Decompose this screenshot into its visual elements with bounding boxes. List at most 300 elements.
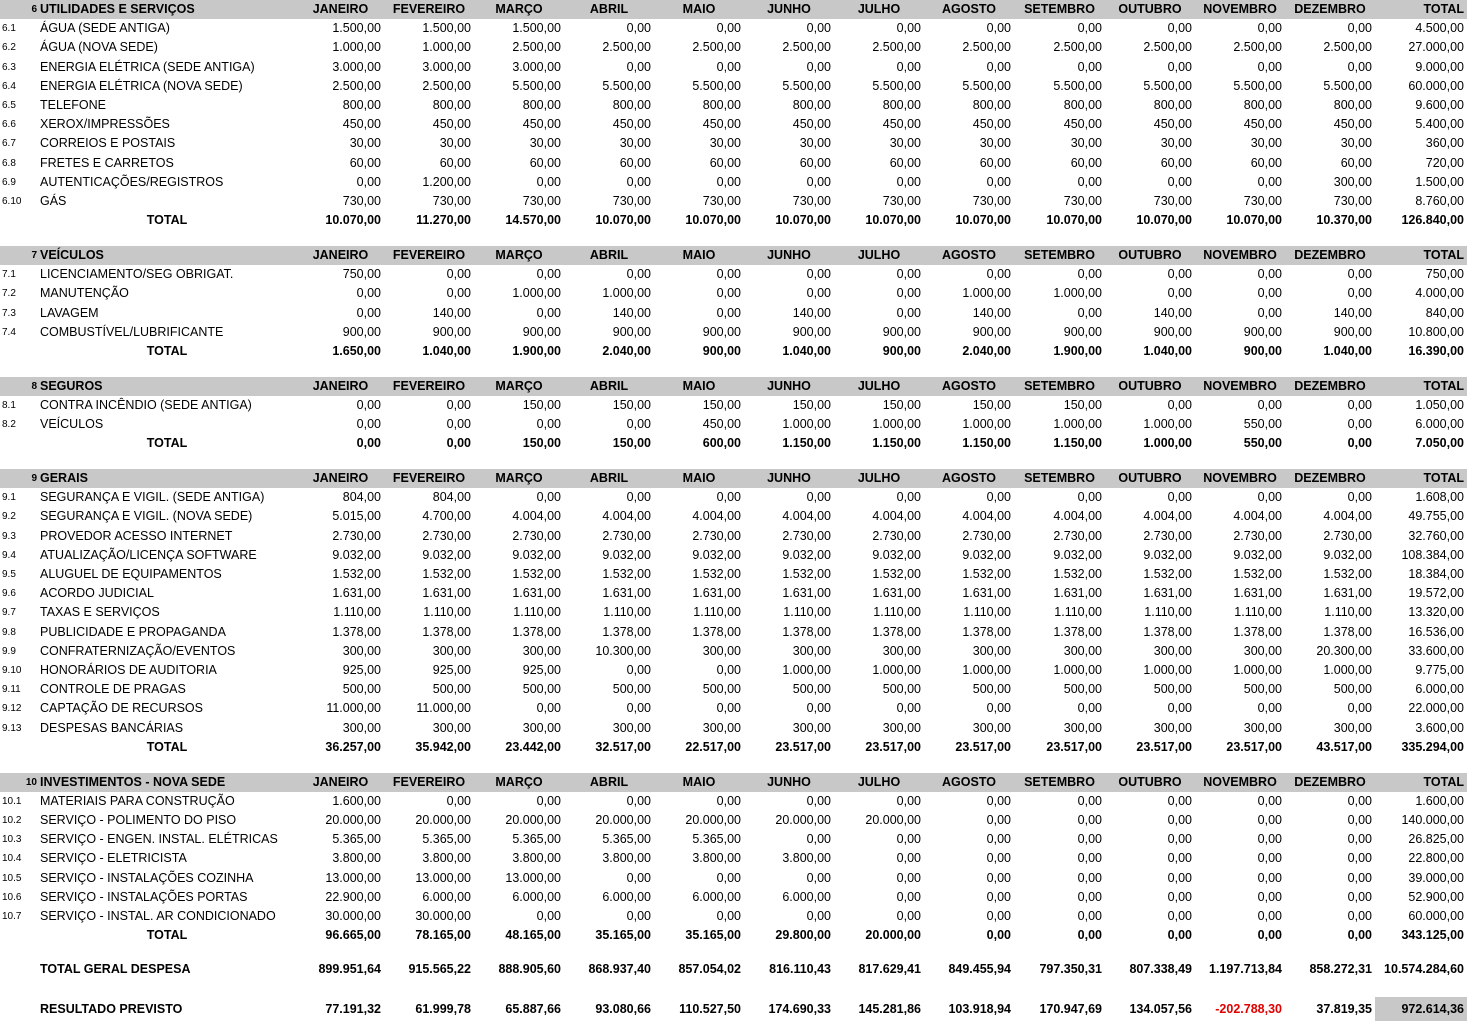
value-cell: 5.500,00 xyxy=(1233,78,1282,93)
value-cell: 1.532,00 xyxy=(1233,566,1282,581)
value-cell: 0,00 xyxy=(986,21,1011,36)
total-value: 1.150,00 xyxy=(872,436,921,451)
value-cell: 1.532,00 xyxy=(782,566,831,581)
value-cell: 1.000,00 xyxy=(422,40,471,55)
value-cell: 0,00 xyxy=(1347,870,1372,885)
month-header: JULHO xyxy=(834,773,924,792)
value-cell: 450,00 xyxy=(522,117,561,132)
value-cell: 900,00 xyxy=(1153,324,1192,339)
month-header: NOVEMBRO xyxy=(1195,0,1285,19)
table-row xyxy=(0,642,1467,661)
spacer-cell xyxy=(0,453,1467,469)
month-header: SETEMBRO xyxy=(1014,377,1105,396)
total-value: 1.150,00 xyxy=(962,436,1011,451)
total-geral-label: TOTAL GERAL DESPESA xyxy=(40,962,191,977)
value-cell: 30,00 xyxy=(1340,136,1372,151)
value-cell: 0,00 xyxy=(986,490,1011,505)
section-code: 7 xyxy=(0,246,40,265)
value-cell: 30.000,00 xyxy=(415,908,471,923)
total-value: 1.900,00 xyxy=(512,343,561,358)
value-cell: 2.730,00 xyxy=(1233,528,1282,543)
value-cell: 900,00 xyxy=(1243,324,1282,339)
table-row xyxy=(0,699,1467,718)
total-value: 23.517,00 xyxy=(955,739,1011,754)
item-description: DESPESAS BANCÁRIAS xyxy=(40,720,184,735)
value-cell: 0,00 xyxy=(1257,889,1282,904)
value-cell: 4.004,00 xyxy=(512,509,561,524)
value-cell: 5.365,00 xyxy=(692,832,741,847)
total-value: 10.070,00 xyxy=(1046,213,1102,228)
section-title: GERAIS xyxy=(40,469,297,488)
value-cell: 730,00 xyxy=(342,194,381,209)
table-row xyxy=(0,19,1467,38)
value-cell: 20.000,00 xyxy=(415,812,471,827)
value-cell: 1.500,00 xyxy=(332,21,381,36)
item-code: 9.8 xyxy=(2,626,16,638)
total-value: 335.294,00 xyxy=(1401,739,1464,754)
resultado-value: 110.527,50 xyxy=(679,1001,741,1016)
value-cell: 9.600,00 xyxy=(1415,98,1464,113)
table-row xyxy=(0,811,1467,830)
value-cell: 0,00 xyxy=(986,793,1011,808)
value-cell: 1.500,00 xyxy=(512,21,561,36)
total-value: 10.070,00 xyxy=(685,213,741,228)
item-code: 8.2 xyxy=(2,419,16,431)
item-description: TAXAS E SERVIÇOS xyxy=(40,605,160,620)
value-cell: 0,00 xyxy=(356,417,381,432)
month-header: ABRIL xyxy=(564,246,654,265)
section-total-row xyxy=(0,738,1467,757)
value-cell: 108.384,00 xyxy=(1401,547,1464,562)
value-cell: 804,00 xyxy=(432,490,471,505)
item-description: MATERIAIS PARA CONSTRUÇÃO xyxy=(40,793,235,808)
spacer-row xyxy=(0,361,1467,377)
month-header: FEVEREIRO xyxy=(384,0,474,19)
item-description: ATUALIZAÇÃO/LICENÇA SOFTWARE xyxy=(40,547,257,562)
total-value: 23.517,00 xyxy=(1046,739,1102,754)
month-header: MARÇO xyxy=(474,469,564,488)
value-cell: 4.700,00 xyxy=(422,509,471,524)
value-cell: 13.000,00 xyxy=(505,870,561,885)
table-row xyxy=(0,265,1467,284)
table-row xyxy=(0,565,1467,584)
total-geral-row xyxy=(0,957,1467,981)
month-header: NOVEMBRO xyxy=(1195,469,1285,488)
value-cell: 300,00 xyxy=(342,720,381,735)
value-cell: 0,00 xyxy=(1257,832,1282,847)
month-header: DEZEMBRO xyxy=(1285,377,1375,396)
value-cell: 450,00 xyxy=(612,117,651,132)
value-cell: 150,00 xyxy=(1063,397,1102,412)
total-value: 0,00 xyxy=(1167,928,1192,943)
value-cell: 1.631,00 xyxy=(782,586,831,601)
value-cell: 1.110,00 xyxy=(783,605,831,620)
table-row xyxy=(0,173,1467,192)
month-header: MAIO xyxy=(654,469,744,488)
section-title: SEGUROS xyxy=(40,377,297,396)
value-cell: 800,00 xyxy=(792,98,831,113)
value-cell: 0,00 xyxy=(1167,701,1192,716)
spacer-row xyxy=(0,945,1467,957)
item-description: CAPTAÇÃO DE RECURSOS xyxy=(40,701,203,716)
value-cell: 13.000,00 xyxy=(415,870,471,885)
value-cell: 900,00 xyxy=(522,324,561,339)
value-cell: 0,00 xyxy=(1347,397,1372,412)
value-cell: 5.015,00 xyxy=(332,509,381,524)
table-row xyxy=(0,507,1467,526)
table-row xyxy=(0,907,1467,926)
value-cell: 0,00 xyxy=(806,21,831,36)
value-cell: 6.000,00 xyxy=(782,889,831,904)
item-description: CONTRA INCÊNDIO (SEDE ANTIGA) xyxy=(40,397,252,412)
value-cell: 1.532,00 xyxy=(1053,566,1102,581)
value-cell: 800,00 xyxy=(1243,98,1282,113)
value-cell: 0,00 xyxy=(986,267,1011,282)
value-cell: 150,00 xyxy=(972,397,1011,412)
month-header: TOTAL xyxy=(1375,0,1467,19)
value-cell: 0,00 xyxy=(806,490,831,505)
total-value: 96.665,00 xyxy=(325,928,381,943)
item-code: 10.4 xyxy=(2,853,22,865)
value-cell: 900,00 xyxy=(702,324,741,339)
month-header: JANEIRO xyxy=(297,246,384,265)
value-cell: 800,00 xyxy=(522,98,561,113)
month-header: TOTAL xyxy=(1375,469,1467,488)
total-geral-value: 807.338,49 xyxy=(1129,962,1192,977)
item-description: TELEFONE xyxy=(40,98,106,113)
value-cell: 500,00 xyxy=(522,682,561,697)
empty-cell xyxy=(0,211,40,230)
value-cell: 9.032,00 xyxy=(1233,547,1282,562)
value-cell: 730,00 xyxy=(792,194,831,209)
value-cell: 1.110,00 xyxy=(423,605,471,620)
value-cell: 60,00 xyxy=(979,155,1011,170)
total-value: 1.650,00 xyxy=(332,343,381,358)
value-cell: 6.000,00 xyxy=(422,889,471,904)
value-cell: 0,00 xyxy=(896,793,921,808)
total-value: 2.040,00 xyxy=(962,343,1011,358)
month-header: MAIO xyxy=(654,0,744,19)
value-cell: 0,00 xyxy=(1257,59,1282,74)
value-cell: 1.000,00 xyxy=(962,286,1011,301)
value-cell: 3.800,00 xyxy=(422,851,471,866)
item-description: ACORDO JUDICIAL xyxy=(40,586,154,601)
value-cell: 0,00 xyxy=(1167,889,1192,904)
value-cell: 300,00 xyxy=(1243,720,1282,735)
value-cell: 9.032,00 xyxy=(1143,547,1192,562)
resultado-label: RESULTADO PREVISTO xyxy=(40,1001,183,1016)
value-cell: 0,00 xyxy=(1077,21,1102,36)
value-cell: 4.004,00 xyxy=(602,509,651,524)
value-cell: 5.500,00 xyxy=(962,78,1011,93)
value-cell: 0,00 xyxy=(896,908,921,923)
value-cell: 0,00 xyxy=(806,267,831,282)
value-cell: 730,00 xyxy=(1333,194,1372,209)
total-value: 1.040,00 xyxy=(1143,343,1192,358)
value-cell: 0,00 xyxy=(986,851,1011,866)
value-cell: 60.000,00 xyxy=(1408,908,1464,923)
item-code: 7.4 xyxy=(2,326,16,338)
value-cell: 0,00 xyxy=(716,286,741,301)
total-geral-value: 10.574.284,60 xyxy=(1384,962,1464,977)
value-cell: 3.800,00 xyxy=(602,851,651,866)
value-cell: 0,00 xyxy=(986,889,1011,904)
value-cell: 2.500,00 xyxy=(422,78,471,93)
value-cell: 30,00 xyxy=(529,136,561,151)
month-header: SETEMBRO xyxy=(1014,773,1105,792)
value-cell: 1.608,00 xyxy=(1415,490,1464,505)
value-cell: 0,00 xyxy=(1167,908,1192,923)
value-cell: 9.032,00 xyxy=(332,547,381,562)
month-header: JANEIRO xyxy=(297,0,384,19)
total-value: 343.125,00 xyxy=(1401,928,1464,943)
value-cell: 30,00 xyxy=(1160,136,1192,151)
item-code: 10.6 xyxy=(2,891,22,903)
value-cell: 0,00 xyxy=(1257,812,1282,827)
value-cell: 5.500,00 xyxy=(1323,78,1372,93)
item-code: 9.10 xyxy=(2,665,22,676)
value-cell: 3.800,00 xyxy=(692,851,741,866)
month-header: ABRIL xyxy=(564,469,654,488)
spacer-row xyxy=(0,230,1467,246)
value-cell: 1.532,00 xyxy=(1143,566,1192,581)
value-cell: 1.631,00 xyxy=(1323,586,1372,601)
value-cell: 0,00 xyxy=(536,417,561,432)
value-cell: 1.631,00 xyxy=(872,586,921,601)
value-cell: 1.110,00 xyxy=(1054,605,1102,620)
value-cell: 0,00 xyxy=(896,59,921,74)
value-cell: 20.000,00 xyxy=(325,812,381,827)
section-code: 10 xyxy=(0,773,40,792)
total-value: 16.390,00 xyxy=(1408,343,1464,358)
total-value: 1.900,00 xyxy=(1053,343,1102,358)
table-row xyxy=(0,396,1467,415)
month-header: MARÇO xyxy=(474,0,564,19)
value-cell: 0,00 xyxy=(986,832,1011,847)
total-value: 1.150,00 xyxy=(782,436,831,451)
value-cell: 140,00 xyxy=(1153,305,1192,320)
value-cell: 1.110,00 xyxy=(693,605,741,620)
value-cell: 1.110,00 xyxy=(333,605,381,620)
resultado-value: 77.191,32 xyxy=(325,1001,381,1016)
total-value: 600,00 xyxy=(702,436,741,451)
item-code: 7.2 xyxy=(2,288,16,300)
item-code: 9.2 xyxy=(2,511,16,523)
value-cell: 4.004,00 xyxy=(1233,509,1282,524)
month-header: OUTUBRO xyxy=(1105,773,1195,792)
value-cell: 730,00 xyxy=(702,194,741,209)
value-cell: 0,00 xyxy=(1347,490,1372,505)
value-cell: 300,00 xyxy=(522,643,561,658)
value-cell: 0,00 xyxy=(1077,889,1102,904)
value-cell: 900,00 xyxy=(882,324,921,339)
spacer-cell xyxy=(0,757,1467,773)
value-cell: 0,00 xyxy=(806,908,831,923)
value-cell: 5.365,00 xyxy=(332,832,381,847)
total-value: 0,00 xyxy=(1347,928,1372,943)
value-cell: 1.500,00 xyxy=(1415,174,1464,189)
month-header: JANEIRO xyxy=(297,469,384,488)
value-cell: 0,00 xyxy=(1257,267,1282,282)
value-cell: 30,00 xyxy=(1250,136,1282,151)
value-cell: 0,00 xyxy=(446,267,471,282)
value-cell: 150,00 xyxy=(612,397,651,412)
value-cell: 0,00 xyxy=(896,490,921,505)
value-cell: 10.300,00 xyxy=(595,643,651,658)
value-cell: 150,00 xyxy=(882,397,921,412)
value-cell: 8.760,00 xyxy=(1415,194,1464,209)
value-cell: 450,00 xyxy=(972,117,1011,132)
total-value: 10.070,00 xyxy=(595,213,651,228)
total-value: 36.257,00 xyxy=(325,739,381,754)
value-cell: 2.730,00 xyxy=(422,528,471,543)
value-cell: 1.631,00 xyxy=(1143,586,1192,601)
value-cell: 2.730,00 xyxy=(872,528,921,543)
value-cell: 925,00 xyxy=(432,663,471,677)
value-cell: 22.900,00 xyxy=(325,889,381,904)
value-cell: 0,00 xyxy=(1347,59,1372,74)
value-cell: 2.500,00 xyxy=(1053,40,1102,55)
value-cell: 33.600,00 xyxy=(1408,643,1464,658)
resultado-value: 65.887,66 xyxy=(505,1001,561,1016)
value-cell: 11.000,00 xyxy=(416,701,471,716)
value-cell: 2.500,00 xyxy=(962,40,1011,55)
value-cell: 0,00 xyxy=(1077,870,1102,885)
month-header: JUNHO xyxy=(744,469,834,488)
value-cell: 30,00 xyxy=(1070,136,1102,151)
item-code: 6.7 xyxy=(2,138,16,150)
value-cell: 1.110,00 xyxy=(603,605,651,620)
month-header: JUNHO xyxy=(744,246,834,265)
value-cell: 1.600,00 xyxy=(332,793,381,808)
value-cell: 0,00 xyxy=(626,59,651,74)
value-cell: 730,00 xyxy=(432,194,471,209)
value-cell: 5.365,00 xyxy=(422,832,471,847)
value-cell: 6.000,00 xyxy=(602,889,651,904)
value-cell: 6.000,00 xyxy=(692,889,741,904)
total-value: 32.517,00 xyxy=(595,739,651,754)
resultado-value: 972.614,36 xyxy=(1375,997,1467,1021)
value-cell: 300,00 xyxy=(432,643,471,658)
total-value: 1.000,00 xyxy=(1143,436,1192,451)
section-header xyxy=(0,773,1467,792)
item-description: MANUTENÇÃO xyxy=(40,286,129,301)
total-value: 1.040,00 xyxy=(782,343,831,358)
table-row xyxy=(0,603,1467,622)
value-cell: 300,00 xyxy=(1153,643,1192,658)
value-cell: 20.000,00 xyxy=(505,812,561,827)
table-row xyxy=(0,304,1467,323)
item-code: 9.11 xyxy=(2,684,21,696)
total-value: 0,00 xyxy=(356,436,381,451)
value-cell: 0,00 xyxy=(1257,908,1282,923)
item-code: 7.3 xyxy=(2,307,16,319)
item-code: 8.1 xyxy=(2,399,16,411)
total-value: 10.370,00 xyxy=(1316,213,1372,228)
total-value: 35.165,00 xyxy=(685,928,741,943)
value-cell: 5.500,00 xyxy=(602,78,651,93)
total-value: 150,00 xyxy=(522,436,561,451)
empty-cell xyxy=(0,957,40,981)
value-cell: 0,00 xyxy=(1257,286,1282,301)
spacer-row xyxy=(0,981,1467,997)
value-cell: 0,00 xyxy=(716,663,741,677)
total-geral-value: 849.455,94 xyxy=(948,962,1011,977)
value-cell: 1.378,00 xyxy=(512,624,561,639)
total-value: 10.070,00 xyxy=(865,213,921,228)
item-description: SERVIÇO - INSTAL. AR CONDICIONADO xyxy=(40,908,276,923)
value-cell: 800,00 xyxy=(1063,98,1102,113)
value-cell: 900,00 xyxy=(612,324,651,339)
value-cell: 60.000,00 xyxy=(1408,78,1464,93)
value-cell: 300,00 xyxy=(1153,720,1192,735)
value-cell: 2.730,00 xyxy=(602,528,651,543)
month-header: TOTAL xyxy=(1375,773,1467,792)
total-value: 550,00 xyxy=(1243,436,1282,451)
value-cell: 5.500,00 xyxy=(692,78,741,93)
value-cell: 9.032,00 xyxy=(1053,547,1102,562)
table-row xyxy=(0,888,1467,907)
item-description: PUBLICIDADE E PROPAGANDA xyxy=(40,624,226,639)
value-cell: 3.800,00 xyxy=(332,851,381,866)
total-value: 0,00 xyxy=(1347,436,1372,451)
total-value: 23.517,00 xyxy=(1226,739,1282,754)
value-cell: 6.000,00 xyxy=(1415,417,1464,432)
value-cell: 0,00 xyxy=(716,870,741,885)
value-cell: 2.730,00 xyxy=(512,528,561,543)
value-cell: 450,00 xyxy=(1243,117,1282,132)
section-title: UTILIDADES E SERVIÇOS xyxy=(40,0,297,19)
month-header: FEVEREIRO xyxy=(384,377,474,396)
value-cell: 140,00 xyxy=(432,305,471,320)
empty-cell xyxy=(0,342,40,361)
month-header: SETEMBRO xyxy=(1014,0,1105,19)
value-cell: 140,00 xyxy=(792,305,831,320)
value-cell: 60,00 xyxy=(1160,155,1192,170)
value-cell: 1.500,00 xyxy=(422,21,471,36)
item-description: ENERGIA ELÉTRICA (NOVA SEDE) xyxy=(40,78,243,93)
table-row xyxy=(0,830,1467,849)
value-cell: 3.800,00 xyxy=(512,851,561,866)
item-code: 9.5 xyxy=(2,568,16,580)
value-cell: 0,00 xyxy=(1167,851,1192,866)
value-cell: 500,00 xyxy=(1063,682,1102,697)
value-cell: 2.730,00 xyxy=(332,528,381,543)
table-row xyxy=(0,546,1467,565)
value-cell: 0,00 xyxy=(1347,701,1372,716)
value-cell: 52.900,00 xyxy=(1408,889,1464,904)
table-row xyxy=(0,661,1467,680)
value-cell: 0,00 xyxy=(1347,851,1372,866)
value-cell: 3.000,00 xyxy=(332,59,381,74)
value-cell: 720,00 xyxy=(1425,155,1464,170)
value-cell: 150,00 xyxy=(702,397,741,412)
value-cell: 800,00 xyxy=(702,98,741,113)
value-cell: 11.000,00 xyxy=(326,701,381,716)
value-cell: 0,00 xyxy=(1167,59,1192,74)
month-header: MAIO xyxy=(654,773,744,792)
section-code: 9 xyxy=(0,469,40,488)
value-cell: 30,00 xyxy=(349,136,381,151)
total-value: 43.517,00 xyxy=(1316,739,1372,754)
value-cell: 300,00 xyxy=(1333,174,1372,189)
month-header: AGOSTO xyxy=(924,469,1014,488)
item-code: 6.6 xyxy=(2,119,16,131)
value-cell: 450,00 xyxy=(1063,117,1102,132)
value-cell: 1.200,00 xyxy=(422,174,471,189)
value-cell: 840,00 xyxy=(1425,305,1464,320)
value-cell: 30,00 xyxy=(439,136,471,151)
